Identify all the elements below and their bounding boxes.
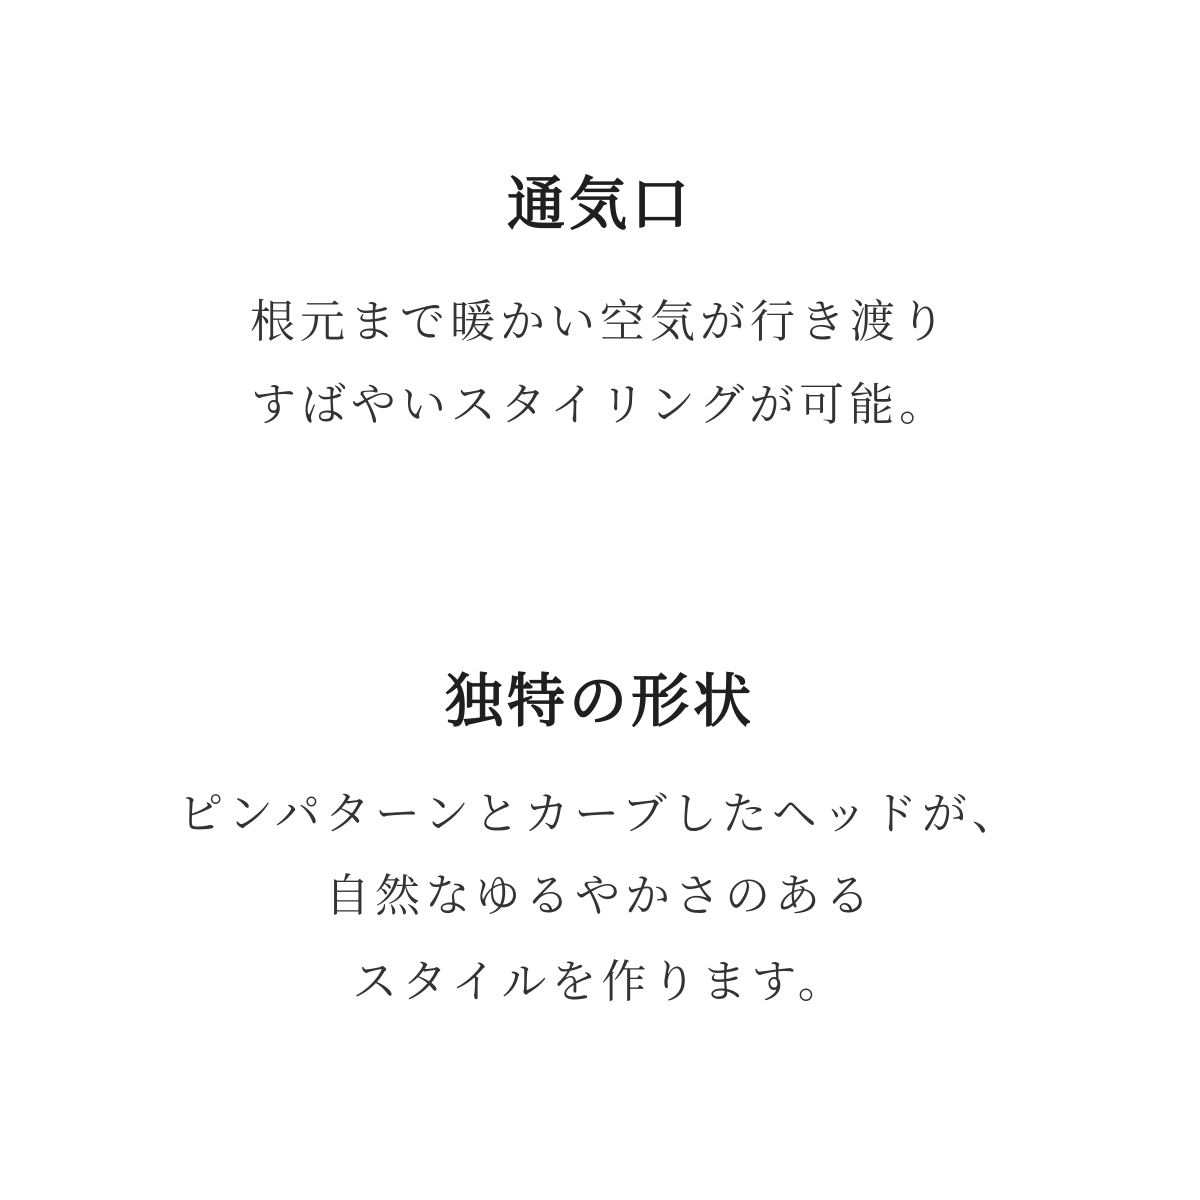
vent-body-line-1: 根元まで暖かい空気が行き渡り <box>249 296 950 347</box>
vent-body-line-2: すばやいスタイリングが可能。 <box>250 379 950 430</box>
unique-shape-body-line-2: 自然なゆるやかさのある <box>324 870 875 921</box>
section-heading-unique-shape: 独特の形状 <box>444 669 755 734</box>
unique-shape-body-line-1: ピンパターンとカーブしたヘッドが、 <box>178 788 1022 839</box>
unique-shape-body-line-3: スタイルを作ります。 <box>352 956 848 1007</box>
section-heading-vent: 通気口 <box>506 172 693 237</box>
